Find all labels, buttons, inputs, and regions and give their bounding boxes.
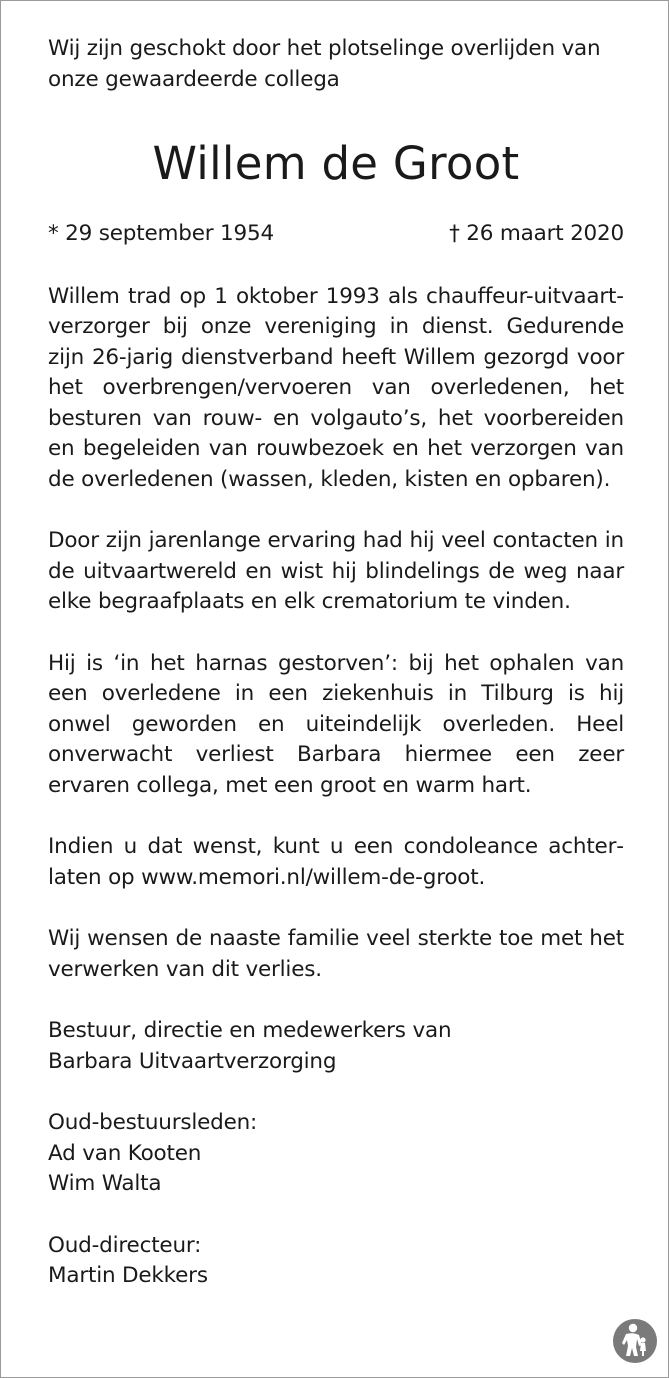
deceased-name: Willem de Groot — [152, 137, 520, 190]
memorial-figure-icon — [612, 1318, 658, 1364]
former-director — [48, 1231, 624, 1292]
signoff — [48, 1016, 624, 1077]
birth-date: * 29 september 1954 — [48, 221, 274, 246]
paragraph-wishes: Wij wensen de naaste familie veel sterkte toe met het verwerken van dit verlies. — [48, 926, 624, 982]
former-board-member: Wim Walta — [48, 1171, 162, 1196]
former-board-member: Ad van Kooten — [48, 1140, 202, 1166]
life-dates — [48, 219, 624, 250]
intro-text: Wij zijn geschokt door het plotselinge overlijden van onze gewaardeerde collega — [48, 36, 601, 92]
paragraph-condolence: Indien u dat wenst, kunt u een condoleance achterlaten op www.memori.nl/willem-de-groot. — [48, 834, 624, 890]
death-date: † 26 maart 2020 — [449, 221, 624, 246]
paragraph-career: Willem trad op 1 oktober 1993 als chauffeur-uitvaartverzorger bij onze vereniging in dienst. Gedurende zijn 26-jarig dienstverband heeft Willem gezorgd voor het overbrengen/vervoeren van overledenen, het besturen van rouw- en volgauto’s, het voorbereiden en begeleiden van rouwbezoek en het verzorgen van de overledenen (wassen, kleden, kisten en opbaren). — [48, 283, 624, 492]
former-board-heading: Oud-bestuursleden: — [48, 1110, 258, 1135]
former-director-name: Martin Dekkers — [48, 1263, 208, 1288]
signoff-organization: Barbara Uitvaartverzorging — [48, 1048, 337, 1074]
former-board — [48, 1108, 624, 1200]
obituary-content — [48, 34, 624, 1292]
signoff-line: Bestuur, directie en medewerkers van — [48, 1018, 452, 1043]
paragraph-passing: Hij is ‘in het harnas gestorven’: bij het ophalen van een overledene in een ziekenhuis in Tilburg is hij onwel geworden en uiteindelijk overleden. Heel onverwacht verliest Barbara hiermee een zeer ervaren collega, met een groot en warm hart. — [48, 650, 624, 798]
former-director-heading: Oud-directeur: — [48, 1232, 202, 1258]
paragraph-experience: Door zijn jarenlange ervaring had hij veel contacten in de uitvaartwereld en wist hij blindelings de weg naar elke begraafplaats en elk crematorium te vinden. — [48, 528, 624, 614]
